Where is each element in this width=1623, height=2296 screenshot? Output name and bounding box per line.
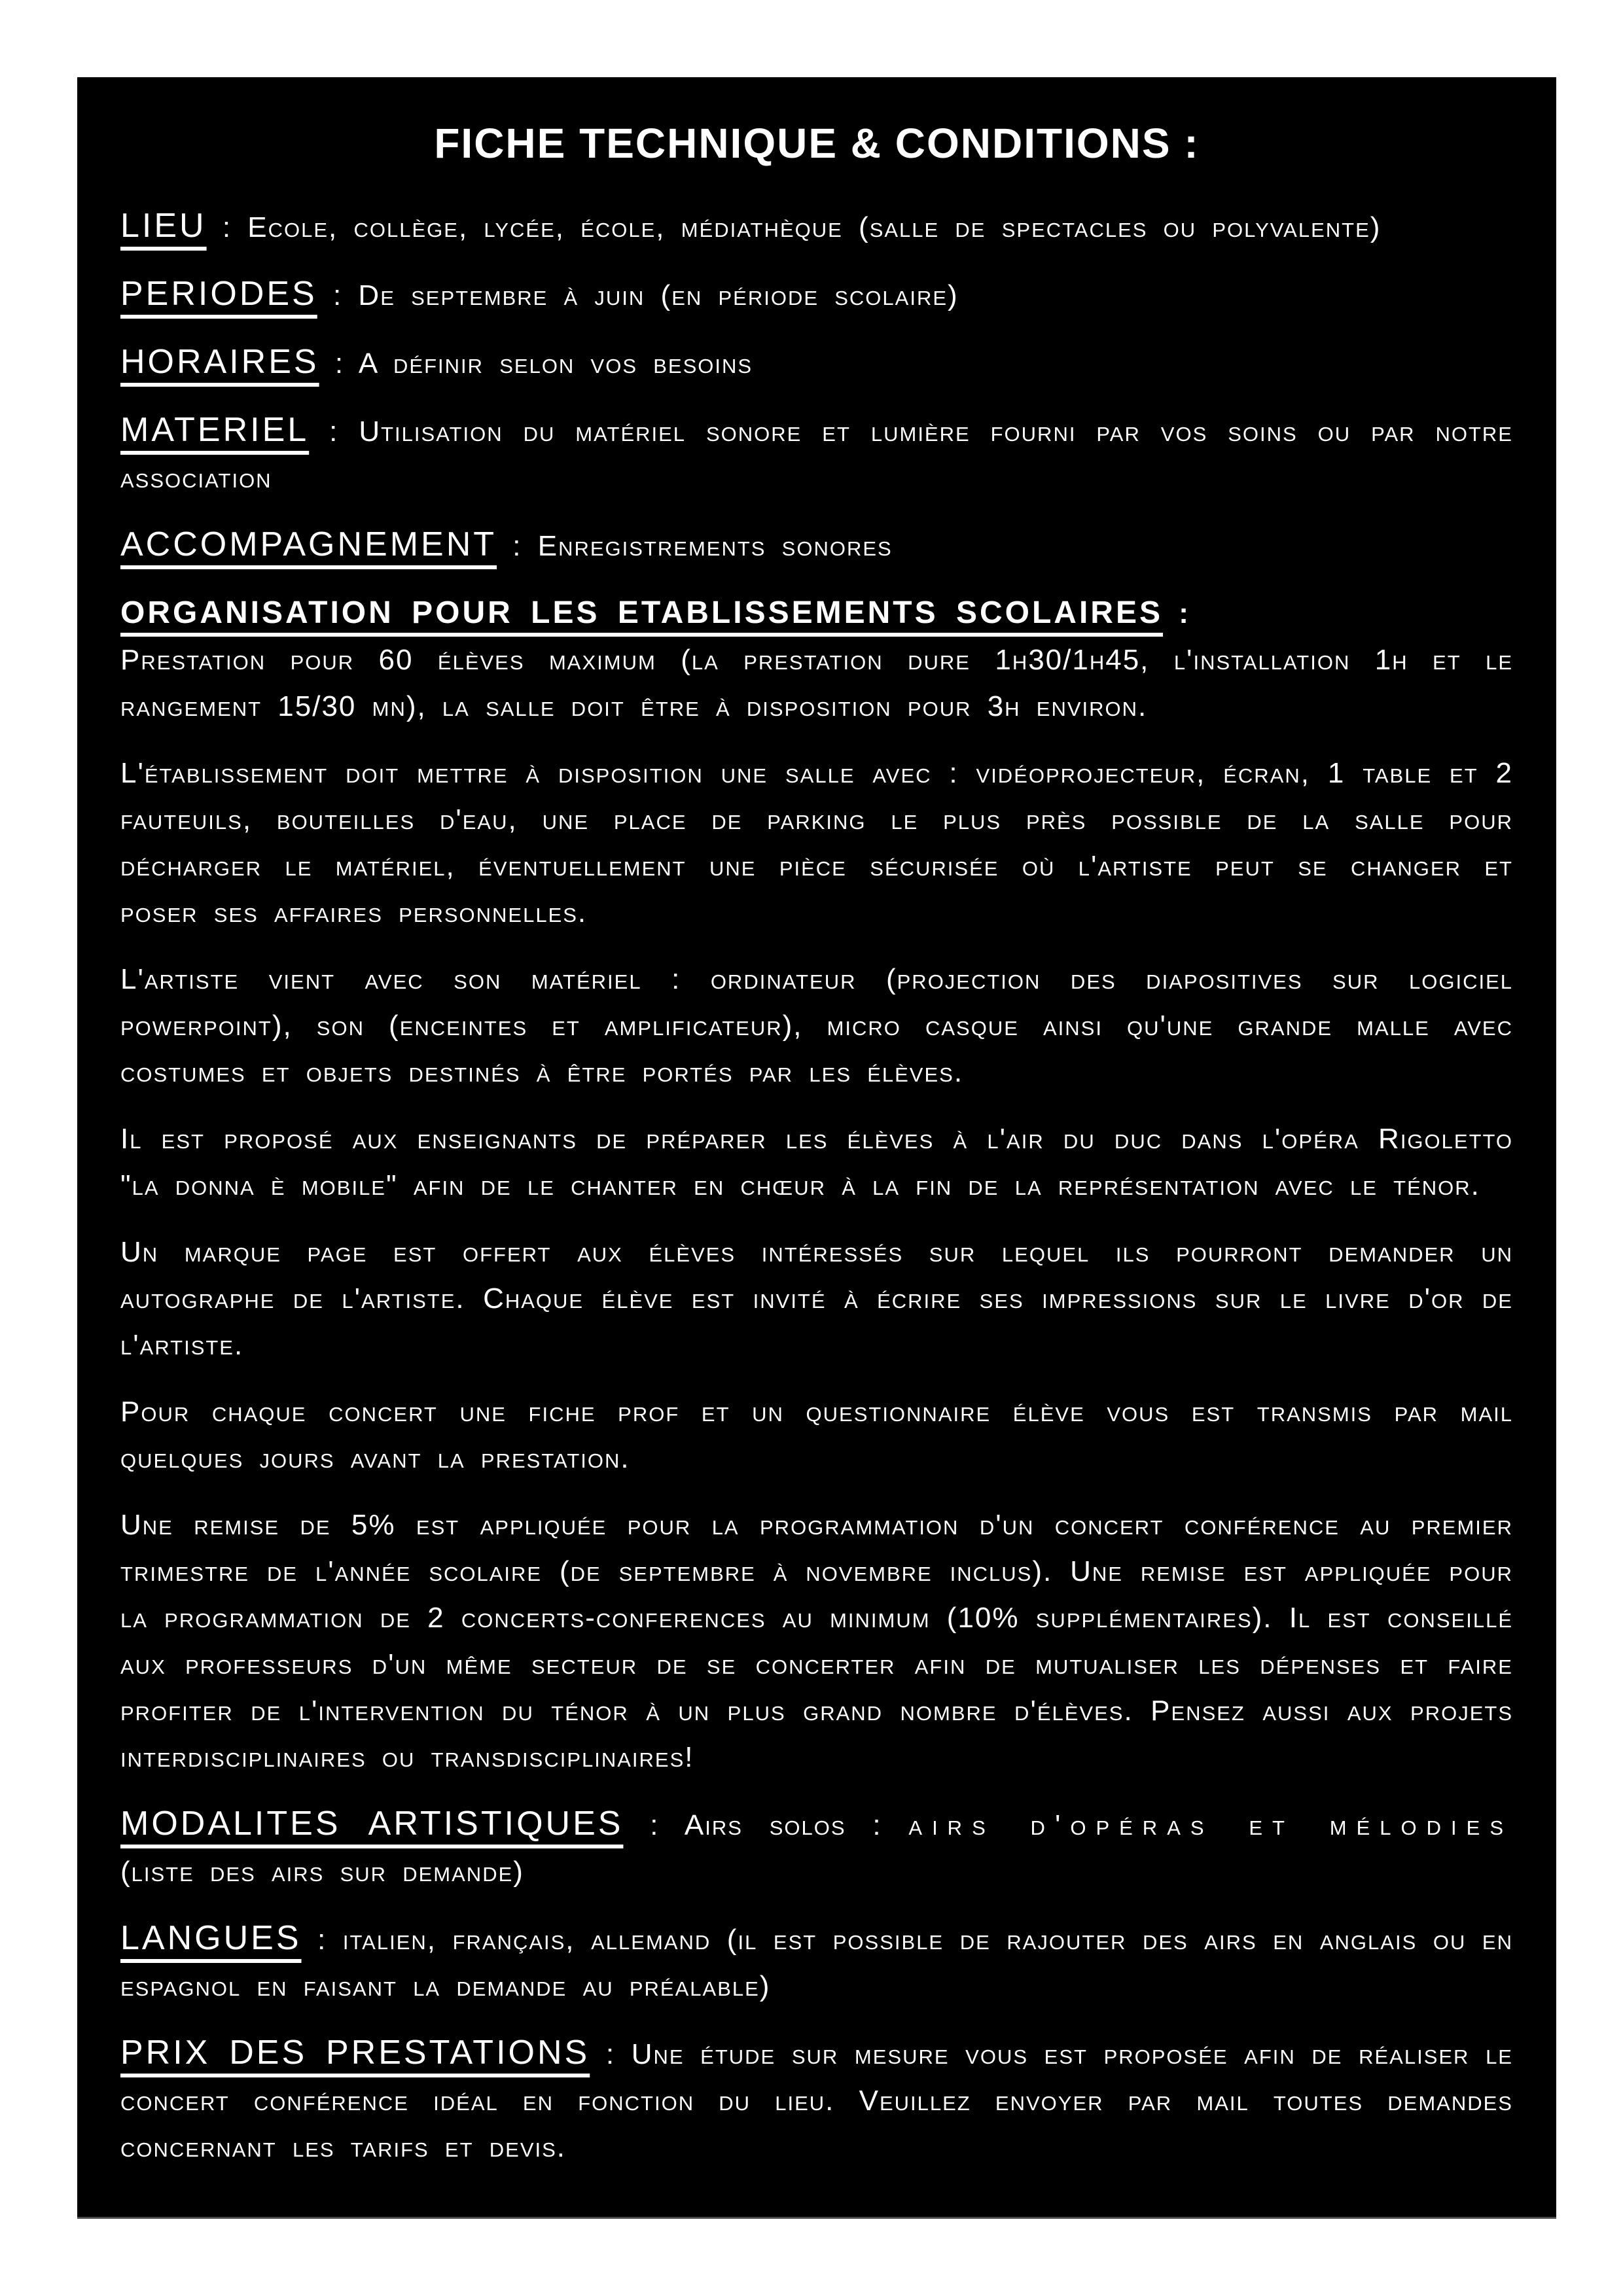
paragraph-preparation-eleves (120, 1116, 1513, 1209)
heading-organisation-line (120, 590, 1513, 637)
section-horaires (120, 339, 1513, 387)
document-title: FICHE TECHNIQUE & CONDITIONS : (434, 120, 1200, 167)
section-lieu (120, 203, 1513, 251)
paragraph-salle-equipement (120, 750, 1513, 936)
section-accompagnement-text: Enregistrements sonores (537, 530, 893, 562)
section-modalites-artistiques (120, 1801, 1513, 1895)
paragraph-fiche-prof (120, 1388, 1513, 1481)
paragraph-fiche-prof-text: Pour chaque concert une fiche prof et un questionnaire élève vous est transmis par mail quelques jours avant la prestation. (120, 1396, 1513, 1474)
heading-prix-prestations: PRIX DES PRESTATIONS (120, 2034, 590, 2072)
heading-organisation-separator: : (1162, 597, 1190, 629)
section-periodes (120, 271, 1513, 319)
section-modalites-text-suffix: (liste des airs sur demande) (120, 1856, 524, 1888)
paragraph-remises-text: Une remise de 5% est appliquée pour la programmation d'un concert conférence au premier trimestre de l'année scolaire (de septembre à novembre inclus). Une remise est appliquée pour la programmation de 2 concerts-conferences au minimum (10% supplémentaires). Il est conseillé aux professeurs d'un même secteur de se concerter afin de mutualiser les dépenses et faire profiter de l'intervention du ténor à un plus grand nombre d'élèves. Pensez aussi aux projets interdisciplinaires ou transdisciplinaires! (120, 1509, 1513, 1773)
heading-lieu: LIEU (120, 207, 207, 245)
section-organisation-text: Prestation pour 60 élèves maximum (la prestation dure 1h30/1h45, l'installation 1h et le rangement 15/30 mn), la salle doit être à disposition pour 3h environ. (120, 644, 1513, 722)
heading-lieu-separator: : (206, 211, 248, 243)
section-organisation (120, 590, 1513, 730)
paragraph-salle-equipement-text: L'établissement doit mettre à disposition une salle avec : vidéoprojecteur, écran, 1 table et 2 fauteuils, bouteilles d'eau, une place de parking le plus près possible de la salle pour décharger le matériel, éventuellement une pièce sécurisée où l'artiste peut se changer et poser ses affaires personnelles. (120, 757, 1513, 928)
heading-materiel-separator: : (309, 415, 359, 448)
paragraph-remises (120, 1502, 1513, 1780)
heading-horaires: HORAIRES (120, 343, 319, 381)
section-accompagnement (120, 521, 1513, 569)
paragraph-materiel-artiste-text: L'artiste vient avec son matériel : ordinateur (projection des diapositives sur logiciel powerpoint), son (enceintes et amplificateur), micro casque ainsi qu'une grande malle avec costumes et objets destinés à être portés par les élèves. (120, 963, 1513, 1088)
section-lieu-text: Ecole, collège, lycée, école, médiathèque (salle de spectacles ou polyvalente) (247, 211, 1382, 243)
heading-langues: LANGUES (120, 1919, 302, 1957)
section-prix-prestations (120, 2030, 1513, 2170)
section-materiel (120, 407, 1513, 501)
document-sheet (77, 77, 1556, 2219)
heading-horaires-separator: : (319, 347, 359, 380)
section-materiel-text: Utilisation du matériel sonore et lumière fourni par vos soins ou par notre association (120, 415, 1513, 494)
heading-modalites-artistiques: MODALITES ARTISTIQUES (120, 1805, 624, 1843)
heading-materiel: MATERIEL (120, 411, 310, 449)
paragraph-materiel-artiste (120, 956, 1513, 1095)
heading-modalites-artistiques-separator: : (623, 1809, 685, 1841)
section-horaires-text: A définir selon vos besoins (358, 347, 753, 380)
heading-accompagnement: ACCOMPAGNEMENT (120, 525, 497, 563)
heading-periodes-separator: : (317, 279, 359, 311)
paragraph-preparation-eleves-text: Il est proposé aux enseignants de préparer les élèves à l'air du duc dans l'opéra Rigoletto "la donna è mobile" afin de le chanter en chœur à la fin de la représentation avec le ténor. (120, 1123, 1513, 1201)
section-prix-prestations-text: Une étude sur mesure vous est proposée afin de réaliser le concert conférence idéal en fonction du lieu. Veuillez envoyer par mail toutes demandes concernant les tarifs et devis. (120, 2038, 1513, 2163)
section-modalites-text-spaced: airs d'opéras et mélodies (908, 1809, 1513, 1841)
section-langues-text: italien, français, allemand (il est possible de rajouter des airs en anglais ou en espagnol en faisant la demande au préalable) (120, 1924, 1513, 2002)
heading-langues-separator: : (301, 1924, 343, 1956)
section-periodes-text: De septembre à juin (en période scolaire) (358, 279, 959, 311)
heading-periodes: PERIODES (120, 275, 317, 313)
section-modalites-text-prefix: Airs solos : (684, 1809, 909, 1841)
paragraph-marque-page-text: Un marque page est offert aux élèves intéressés sur lequel ils pourront demander un autographe de l'artiste. Chaque élève est invité à écrire ses impressions sur le livre d'or de l'artiste. (120, 1236, 1513, 1361)
heading-prix-prestations-separator: : (590, 2038, 632, 2070)
paragraph-marque-page (120, 1229, 1513, 1368)
heading-accompagnement-separator: : (497, 530, 538, 562)
heading-organisation: ORGANISATION POUR LES ETABLISSEMENTS SCOLAIRES (120, 595, 1163, 630)
section-langues (120, 1915, 1513, 2009)
